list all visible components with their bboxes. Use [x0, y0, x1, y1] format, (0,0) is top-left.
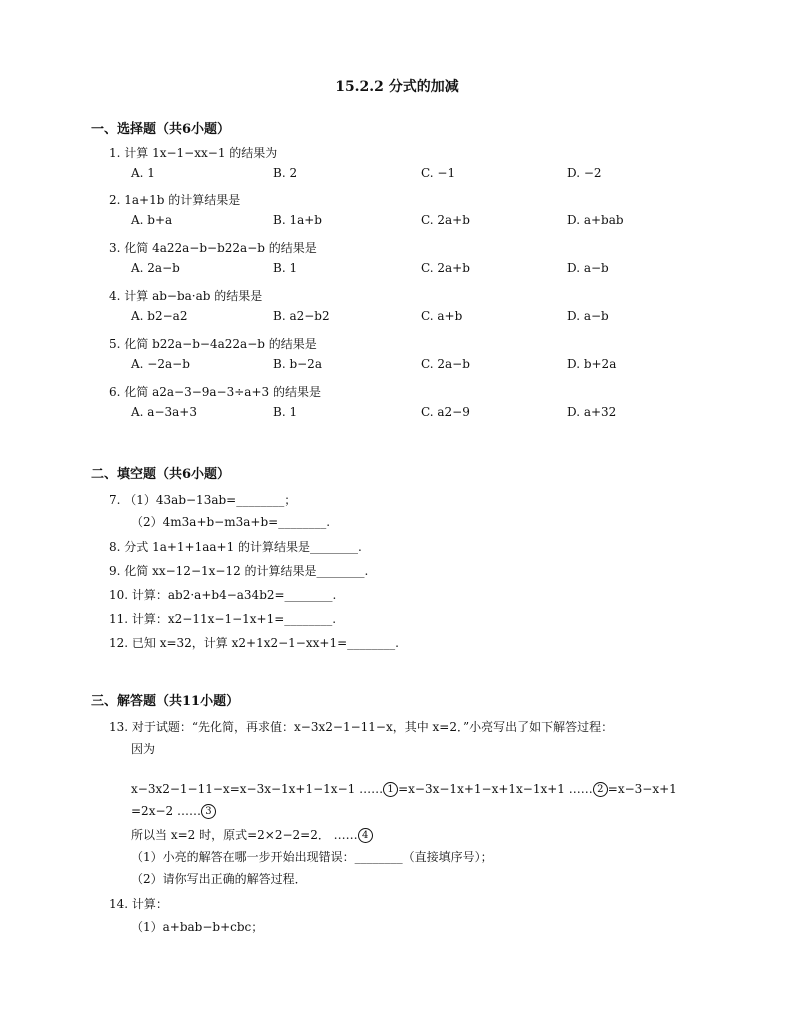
question-1-option-c: C. −1 — [421, 166, 456, 180]
question-12: 12. 已知 x=32，计算 x2+1x2−1−xx+1=________. — [109, 636, 399, 650]
question-5-stem: 5. 化简 b22a−b−4a22a−b 的结果是 — [109, 337, 317, 351]
question-2-stem: 2. 1a+1b 的计算结果是 — [109, 193, 241, 207]
question-5-option-d: D. b+2a — [567, 357, 617, 371]
question-6-option-d: D. a+32 — [567, 405, 617, 419]
question-5-option-c: C. 2a−b — [421, 357, 470, 371]
question-7-part-1: 7. （1）43ab−13ab=________； — [109, 493, 297, 507]
question-4-stem: 4. 计算 ab−ba·ab 的结果是 — [109, 289, 263, 303]
section-heading-choice: 一、选择题（共6小题） — [91, 122, 231, 137]
question-1-stem: 1. 计算 1x−1−xx−1 的结果为 — [109, 146, 278, 160]
question-11: 11. 计算：x2−11x−1−1x+1=________. — [109, 612, 337, 626]
question-13-step-5: 所以当 x=2 时，原式=2×2−2=2． …… — [131, 828, 358, 842]
question-13-working-line-1 — [131, 782, 677, 797]
section-heading-solve: 三、解答题（共11小题） — [91, 694, 240, 709]
question-4-option-b: B. a2−b2 — [273, 309, 330, 323]
question-13-sub-2: （2）请你写出正确的解答过程． — [131, 872, 307, 886]
question-13-step-3: =x−3−x+1 — [607, 782, 677, 796]
question-2-option-b: B. 1a+b — [273, 213, 322, 227]
question-14-sub-1: （1）a+bab−b+cbc； — [131, 920, 264, 934]
question-2-option-a: A. b+a — [131, 213, 173, 227]
question-13-working-line-2 — [131, 804, 216, 819]
question-6-stem: 6. 化简 a2a−3−9a−3÷a+3 的结果是 — [109, 385, 321, 399]
question-6-option-a: A. a−3a+3 — [131, 405, 197, 419]
question-14-stem: 14. 计算： — [109, 897, 168, 911]
question-13-sub-1: （1）小亮的解答在哪一步开始出现错误：________（直接填序号）； — [131, 850, 493, 864]
question-2-option-c: C. 2a+b — [421, 213, 470, 227]
question-4-option-a: A. b2−a2 — [131, 309, 188, 323]
question-9: 9. 化简 xx−12−1x−12 的计算结果是________. — [109, 564, 369, 578]
section-heading-fill: 二、填空题（共6小题） — [91, 467, 231, 482]
question-13-stem: 13. 对于试题：“先化简，再求值：x−3x2−1−11−x，其中 x=2．”小亮写出了如下解答过程： — [109, 720, 614, 734]
question-1-option-d: D. −2 — [567, 166, 602, 180]
question-13-step-1: x−3x2−1−11−x=x−3x−1x+1−1x−1 …… — [131, 782, 384, 796]
question-6-option-c: C. a2−9 — [421, 405, 470, 419]
page-title: 15.2.2 分式的加减 — [335, 79, 459, 95]
question-3-stem: 3. 化简 4a22a−b−b22a−b 的结果是 — [109, 241, 317, 255]
question-1-option-b: B. 2 — [273, 166, 298, 180]
question-4-option-c: C. a+b — [421, 309, 463, 323]
question-13-step-2: =x−3x−1x+1−x+1x−1x+1 …… — [398, 782, 593, 796]
question-2-option-d: D. a+bab — [567, 213, 624, 227]
question-13-step-4: =2x−2 …… — [131, 804, 201, 818]
question-5-option-a: A. −2a−b — [131, 357, 190, 371]
question-5-option-b: B. b−2a — [273, 357, 322, 371]
step-marker-3: 3 — [201, 804, 216, 819]
question-10: 10. 计算：ab2·a+b4−a34b2=________. — [109, 588, 337, 602]
step-marker-2: 2 — [593, 782, 608, 797]
question-3-option-b: B. 1 — [273, 261, 298, 275]
question-3-option-d: D. a−b — [567, 261, 609, 275]
step-marker-4: 4 — [358, 828, 373, 843]
question-3-option-c: C. 2a+b — [421, 261, 470, 275]
question-7-part-2: （2）4m3a+b−m3a+b=________. — [131, 515, 331, 529]
question-13-working-line-3 — [131, 826, 373, 843]
question-3-option-a: A. 2a−b — [131, 261, 180, 275]
question-1-option-a: A. 1 — [131, 166, 155, 180]
question-6-option-b: B. 1 — [273, 405, 298, 419]
question-4-option-d: D. a−b — [567, 309, 609, 323]
question-8: 8. 分式 1a+1+1aa+1 的计算结果是________. — [109, 540, 362, 554]
question-13-because: 因为 — [131, 742, 156, 756]
step-marker-1: 1 — [383, 782, 398, 797]
